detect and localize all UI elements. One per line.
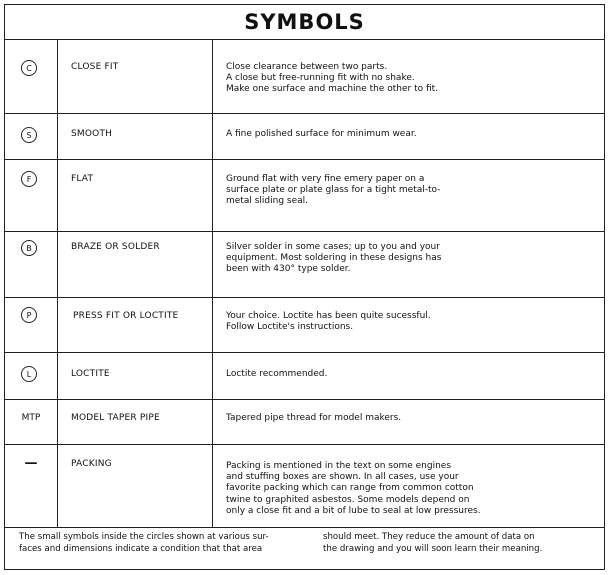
symbol-circle-s: S <box>21 127 37 143</box>
symbol-name: PACKING <box>71 459 112 469</box>
symbol-circle-p: P <box>21 307 37 323</box>
symbol-name: CLOSE FIT <box>71 62 119 72</box>
symbol-description: Silver solder in some cases; up to you and your equipment. Most soldering in these designs has been with 430° type solder. <box>226 242 442 275</box>
table-title: SYMBOLS <box>5 5 604 40</box>
symbol-name: PRESS FIT OR LOCTITE <box>73 311 179 321</box>
symbol-circle-c: C <box>21 60 37 76</box>
symbol-name: BRAZE OR SOLDER <box>71 242 160 252</box>
symbol-name: MODEL TAPER PIPE <box>71 413 160 423</box>
symbol-circle-l: L <box>21 366 37 382</box>
symbol-description: Packing is mentioned in the text on some engines and stuffing boxes are shown. In all cases, use your favorite packing which can range from common cotton twine to graphited asbestos. Some models depend on only a close fit and a bit of lube to seal at low pressures. <box>226 461 481 516</box>
symbol-description: A fine polished surface for minimum wear. <box>226 129 417 139</box>
symbol-description: Loctite recommended. <box>226 369 328 379</box>
symbol-name: FLAT <box>71 174 94 184</box>
symbol-mtp: MTP <box>21 413 41 423</box>
footer-note-left: The small symbols inside the circles shown at various sur- faces and dimensions indicate a condition that that area <box>19 532 269 554</box>
symbol-description: Close clearance between two parts. A close but free-running fit with no shake. Make one surface and machine the other to fit. <box>226 62 439 95</box>
symbol-circle-b: B <box>21 240 37 256</box>
symbol-name: SMOOTH <box>71 129 113 139</box>
symbol-description: Tapered pipe thread for model makers. <box>226 413 402 423</box>
symbol-circle-f: F <box>21 171 37 187</box>
symbols-table <box>4 4 605 570</box>
symbol-description: Your choice. Loctite has been quite sucessful. Follow Loctite's instructions. <box>226 311 431 333</box>
footer-note-right: should meet. They reduce the amount of data on the drawing and you will soon learn their meaning. <box>323 532 543 554</box>
symbol-description: Ground flat with very fine emery paper on a surface plate or plate glass for a tight metal-to- metal sliding seal. <box>226 174 441 207</box>
symbol-name: LOCTITE <box>71 369 110 379</box>
symbol-dash: — <box>24 456 38 471</box>
